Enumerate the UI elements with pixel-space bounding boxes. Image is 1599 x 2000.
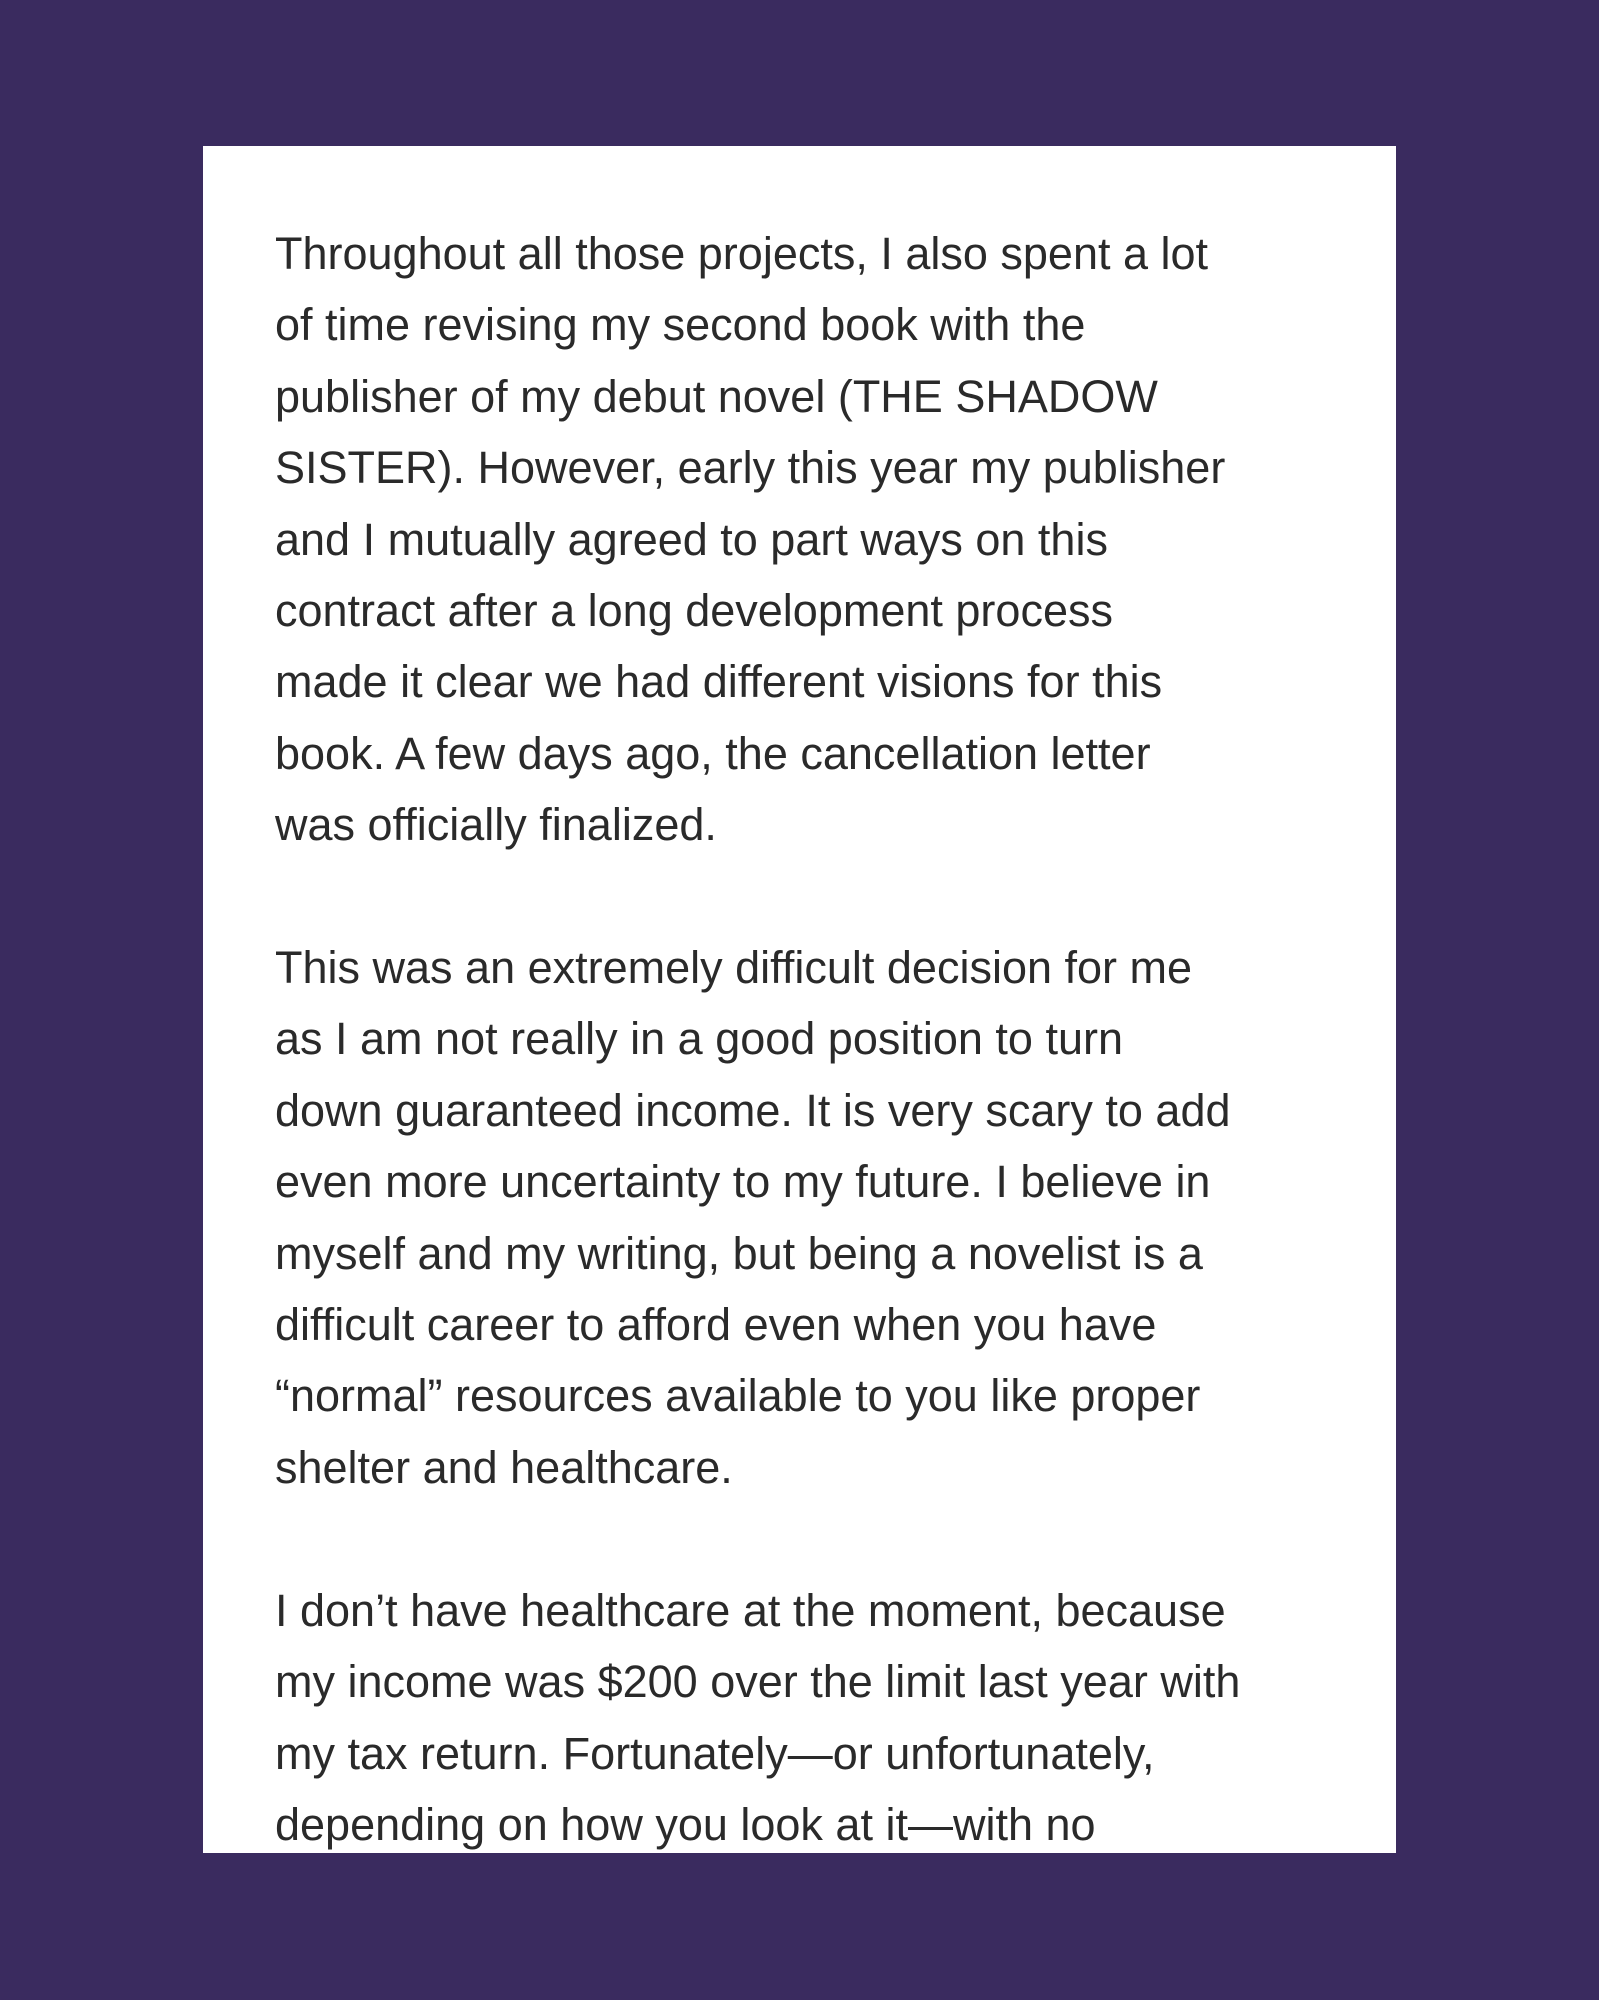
text-line: myself and my writing, but being a novelist is a <box>275 1227 1203 1279</box>
body-text <box>275 218 1385 1853</box>
text-line: of time revising my second book with the <box>275 299 1086 351</box>
text-line: made it clear we had different visions for this <box>275 656 1163 708</box>
paragraph-3 <box>275 1575 1385 1853</box>
text-line: publisher of my debut novel (THE SHADOW <box>275 370 1158 422</box>
text-line: down guaranteed income. It is very scary to add <box>275 1084 1231 1136</box>
text-line: shelter and healthcare. <box>275 1441 733 1493</box>
text-line: depending on how you look at it—with no <box>275 1798 1096 1850</box>
text-line: and I mutually agreed to part ways on this <box>275 513 1108 565</box>
text-line: book. A few days ago, the cancellation letter <box>275 727 1151 779</box>
text-line: “normal” resources available to you like proper <box>275 1370 1201 1422</box>
text-line: I don’t have healthcare at the moment, because <box>275 1584 1226 1636</box>
text-line: difficult career to afford even when you have <box>275 1299 1157 1351</box>
text-line: contract after a long development process <box>275 585 1113 637</box>
text-line: my tax return. Fortunately—or unfortunately, <box>275 1727 1155 1779</box>
paragraph-2 <box>275 932 1385 1503</box>
text-line: as I am not really in a good position to turn <box>275 1013 1123 1065</box>
text-card <box>203 146 1396 1853</box>
paragraph-1 <box>275 218 1385 861</box>
text-line: SISTER). However, early this year my publisher <box>275 442 1226 494</box>
text-line: Throughout all those projects, I also spent a lot <box>275 228 1209 279</box>
text-line: was officially finalized. <box>275 799 717 851</box>
text-line: even more uncertainty to my future. I believe in <box>275 1156 1211 1208</box>
text-line: This was an extremely difficult decision for me <box>275 942 1193 994</box>
text-line: my income was $200 over the limit last year with <box>275 1656 1241 1708</box>
